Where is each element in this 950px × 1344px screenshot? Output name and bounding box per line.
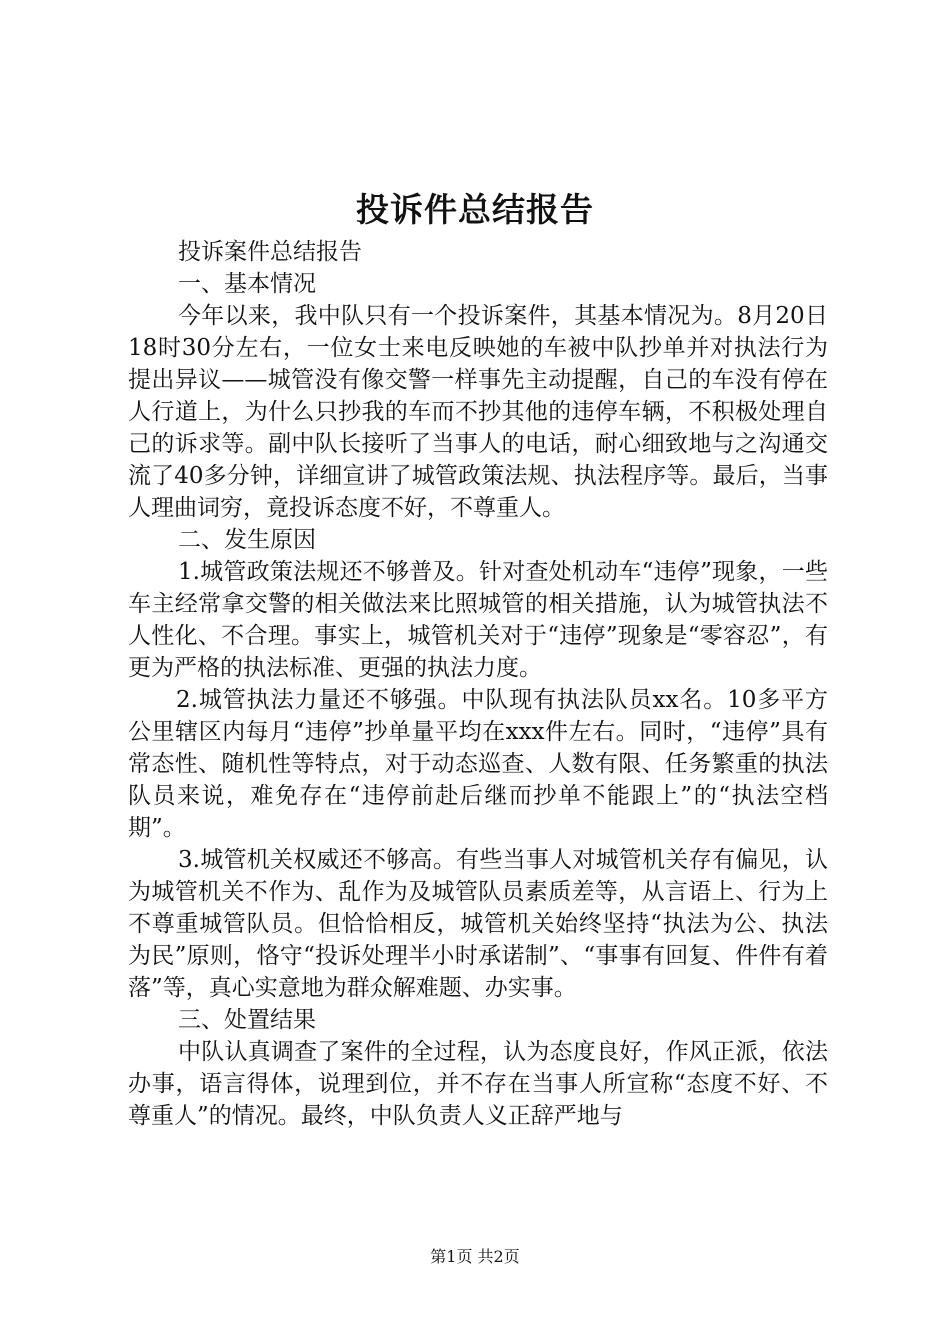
section-heading-basic: 一、基本情况 bbox=[178, 271, 316, 297]
paragraph-cause-2: 2.城管执法力量还不够强。中队现有执法队员xx名。10多平方公里辖区内每月“违停”抄单量平均在xxx件左右。同时，“违停”具有常态性、随机性等特点，对于动态巡查、人数有限、任务繁重的执法队员来说，难免存在“违停前赴后继而抄单不能跟上”的“执法空档期”。 bbox=[128, 687, 828, 841]
paragraph-result: 中队认真调查了案件的全过程，认为态度良好，作风正派，依法办事，语言得体，说理到位，并不存在当事人所宣称“态度不好、不尊重人”的情况。最终，中队负责人义正辞严地与 bbox=[128, 1039, 828, 1129]
paragraph-basic-situation: 今年以来，我中队只有一个投诉案件，其基本情况为。8月20日18时30分左右，一位女士来电反映她的车被中队抄单并对执法行为提出异议——城管没有像交警一样事先主动提醒，自己的车没有停在人行道上，为什么只抄我的车而不抄其他的违停车辆，不积极处理自己的诉求等。副中队长接听了当事人的电话，耐心细致地与之沟通交流了40多分钟，详细宣讲了城管政策法规、执法程序等。最后，当事人理曲词穷，竟投诉态度不好，不尊重人。 bbox=[128, 303, 828, 521]
document-title: 投诉件总结报告 bbox=[356, 190, 594, 229]
paragraph-cause-1: 1.城管政策法规还不够普及。针对查处机动车“违停”现象，一些车主经常拿交警的相关做法来比照城管的相关措施，认为城管执法不人性化、不合理。事实上，城管机关对于“违停”现象是“零容忍”，有更为严格的执法标准、更强的执法力度。 bbox=[128, 559, 828, 681]
page-footer: 第1页 共2页 bbox=[430, 1247, 520, 1266]
report-subtitle: 投诉案件总结报告 bbox=[178, 239, 362, 265]
section-heading-result: 三、处置结果 bbox=[178, 1007, 316, 1033]
section-heading-causes: 二、发生原因 bbox=[178, 527, 316, 553]
paragraph-cause-3: 3.城管机关权威还不够高。有些当事人对城管机关存有偏见，认为城管机关不作为、乱作为及城管队员素质差等，从言语上、行为上不尊重城管队员。但恰恰相反，城管机关始终坚持“执法为公、执法为民”原则，恪守“投诉处理半小时承诺制”、“事事有回复、件件有着落”等，真心实意地为群众解难题、办实事。 bbox=[128, 847, 828, 1001]
document-body bbox=[128, 236, 828, 1132]
